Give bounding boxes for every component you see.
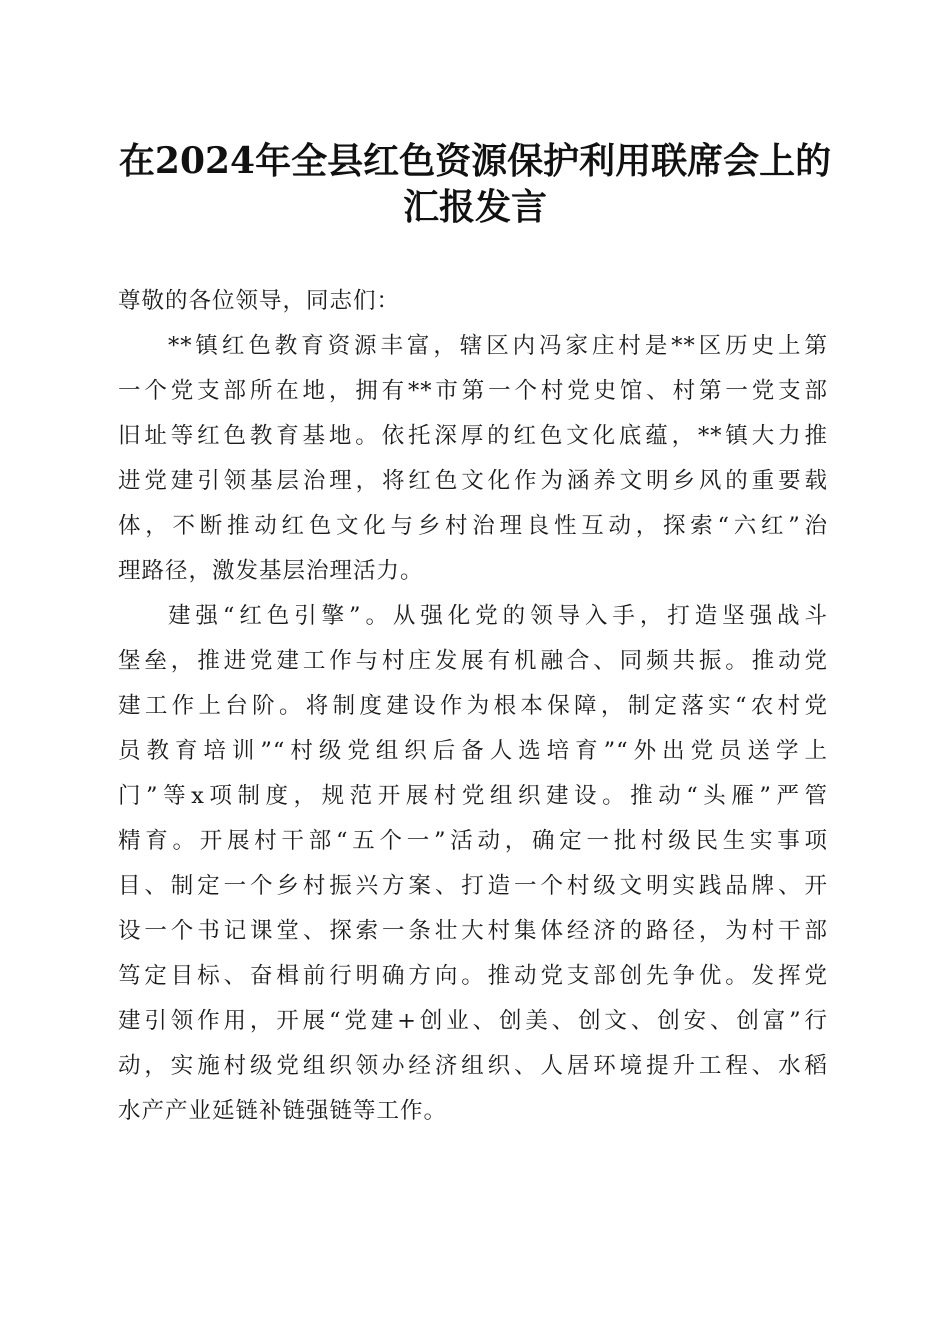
paragraph-red-engine [118,594,828,1134]
paragraph-line: 建强“红色引擎”。从强化党的领导入手，打造坚强战斗 [168,603,828,629]
title-line-1: 在2024年全县红色资源保护利用联席会上的 [118,140,832,182]
paragraph-line: 建引领作用，开展“党建+创业、创美、创文、创安、创富”行 [118,1008,828,1034]
title-line-2: 汇报发言 [402,186,547,228]
paragraph-line: 旧址等红色教育基地。依托深厚的红色文化底蕴，**镇大力推 [118,423,828,449]
paragraph-line: 门”等x项制度，规范开展村党组织建设。推动“头雁”严管 [118,783,828,809]
paragraph-line: 建工作上台阶。将制度建设作为根本保障，制定落实“农村党 [118,693,828,719]
paragraph-line: 员教育培训”“村级党组织后备人选培育”“外出党员送学上 [118,738,828,764]
paragraph-line: 设一个书记课堂、探索一条壮大村集体经济的路径，为村干部 [118,918,828,944]
document-body [118,279,828,1134]
paragraph-line: 一个党支部所在地，拥有**市第一个村党史馆、村第一党支部 [118,378,828,404]
paragraph-intro [118,324,828,594]
paragraph-line: 体，不断推动红色文化与乡村治理良性互动，探索“六红”治 [118,513,828,539]
paragraph-line: 目、制定一个乡村振兴方案、打造一个村级文明实践品牌、开 [118,873,828,899]
paragraph-line: 精育。开展村干部“五个一”活动，确定一批村级民生实事项 [118,828,828,854]
paragraph-line: 堡垒，推进党建工作与村庄发展有机融合、同频共振。推动党 [118,648,828,674]
paragraph-line: **镇红色教育资源丰富，辖区内冯家庄村是**区历史上第 [168,333,828,359]
salutation: 尊敬的各位领导，同志们： [118,288,401,314]
paragraph-line: 动，实施村级党组织领办经济组织、人居环境提升工程、水稻 [118,1053,828,1079]
paragraph-line: 进党建引领基层治理，将红色文化作为涵养文明乡风的重要载 [118,468,828,494]
paragraph-line: 理路径，激发基层治理活力。 [118,558,424,584]
paragraph-line: 水产产业延链补链强链等工作。 [118,1098,448,1124]
document-title [100,138,850,230]
paragraph-line: 笃定目标、奋楫前行明确方向。推动党支部创先争优。发挥党 [118,963,828,989]
